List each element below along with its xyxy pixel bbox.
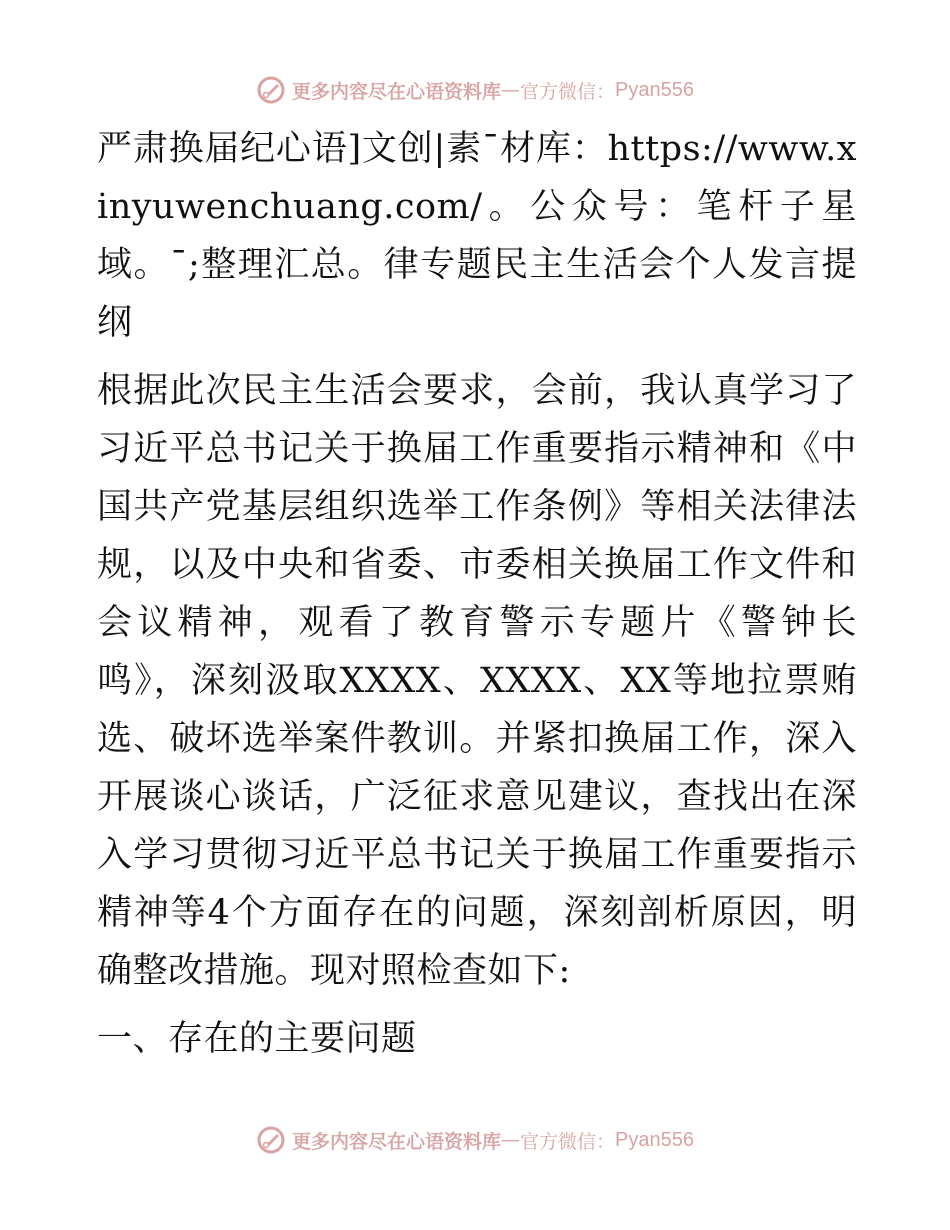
- banner-wechat-id: Pyan556: [615, 78, 694, 101]
- banner-wechat-label: 官方微信：: [520, 1130, 616, 1153]
- header-watermark: [0, 70, 950, 110]
- banner-wechat-id: Pyan556: [615, 1128, 694, 1151]
- banner-wechat-label: 官方微信：: [520, 80, 616, 103]
- banner-title: 更多内容尽在心语资料库: [292, 1130, 502, 1153]
- quill-logo-icon: [256, 75, 286, 105]
- section-heading: 一、存在的主要问题: [97, 1019, 417, 1059]
- document-body: [97, 118, 857, 1068]
- footer-watermark: [0, 1120, 950, 1160]
- banner-separator: —: [501, 1129, 521, 1151]
- body-paragraph: 根据此次民主生活会要求，会前，我认真学习了习近平总书记关于换届工作重要指示精神和《中国共产党基层组织选举工作条例》等相关法律法规，以及中央和省委、市委相关换届工作文件和会议精神，观看了教育警示专题片《警钟长鸣》，深刻汲取XXXX、XXXX、XX等地拉票贿选、破坏选举案件教训。并紧扣换届工作，深入开展谈心谈话，广泛征求意见建议，查找出在深入学习贯彻习近平总书记关于换届工作重要指示精神等4个方面存在的问题，深刻剖析原因，明确整改措施。现对照检查如下:: [97, 371, 857, 991]
- quill-logo-icon: [256, 1125, 286, 1155]
- banner-title: 更多内容尽在心语资料库: [292, 80, 502, 103]
- document-title-paragraph: 严肃换届纪心语]文创|素¯材库：https://www.xinyuwenchuang.com/。公众号：笔杆子星域。¯;整理汇总。律专题民主生活会个人发言提纲: [97, 129, 857, 343]
- banner-separator: —: [501, 79, 521, 101]
